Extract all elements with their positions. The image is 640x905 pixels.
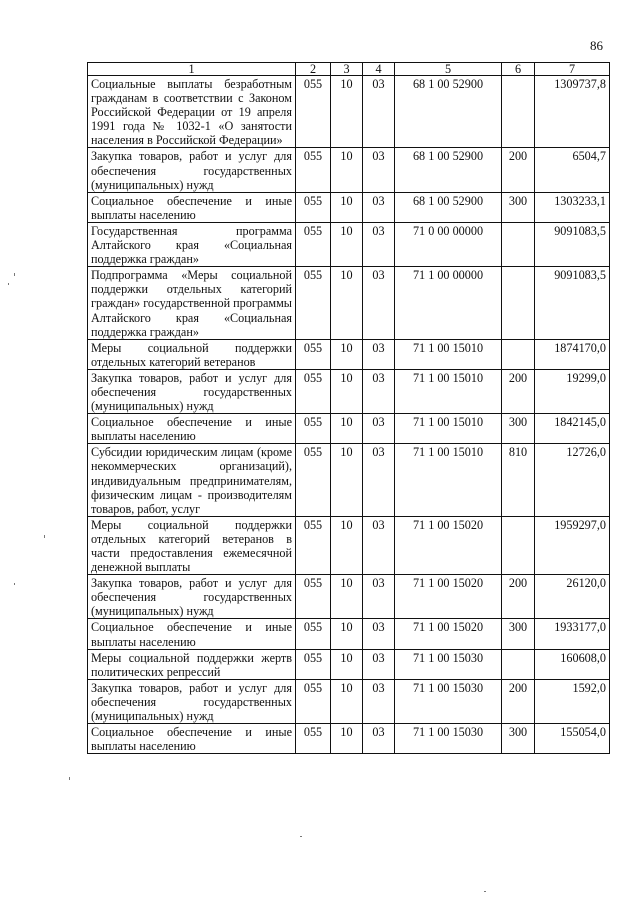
row-name-cell: Социальное обеспечение и иные выплаты населению: [88, 414, 296, 444]
expense-type-cell: [502, 222, 535, 266]
expense-type-cell: [502, 339, 535, 369]
column-header: 1: [88, 63, 296, 76]
row-name-cell: Закупка товаров, работ и услуг для обеспечения государственных (муниципальных) нужд: [88, 575, 296, 619]
amount-cell: 1933177,0: [535, 619, 610, 649]
admin-code-cell: 055: [296, 414, 331, 444]
expense-type-cell: 200: [502, 369, 535, 413]
table-row: [88, 619, 610, 649]
target-article-cell: 71 0 00 00000: [395, 222, 502, 266]
table-header-row: [88, 63, 610, 76]
subsection-cell: 03: [363, 222, 395, 266]
amount-cell: 12726,0: [535, 444, 610, 516]
section-cell: 10: [331, 76, 363, 148]
expense-type-cell: 200: [502, 679, 535, 723]
subsection-cell: 03: [363, 724, 395, 754]
subsection-cell: 03: [363, 516, 395, 574]
admin-code-cell: 055: [296, 516, 331, 574]
admin-code-cell: 055: [296, 76, 331, 148]
admin-code-cell: 055: [296, 369, 331, 413]
row-name-cell: Субсидии юридическим лицам (кроме некоммерческих организаций), индивидуальным предпринимателям, физическим лицам - производителям товаров, работ, услуг: [88, 444, 296, 516]
section-cell: 10: [331, 192, 363, 222]
table-row: [88, 724, 610, 754]
subsection-cell: 03: [363, 575, 395, 619]
table-row: [88, 679, 610, 723]
table-row: [88, 369, 610, 413]
scan-mark: [484, 891, 486, 892]
section-cell: 10: [331, 619, 363, 649]
section-cell: 10: [331, 724, 363, 754]
target-article-cell: 71 1 00 15030: [395, 649, 502, 679]
expense-type-cell: 300: [502, 414, 535, 444]
scan-mark: [8, 283, 9, 285]
amount-cell: 1309737,8: [535, 76, 610, 148]
section-cell: 10: [331, 649, 363, 679]
target-article-cell: 71 1 00 00000: [395, 267, 502, 339]
section-cell: 10: [331, 516, 363, 574]
amount-cell: 9091083,5: [535, 222, 610, 266]
column-header: 4: [363, 63, 395, 76]
row-name-cell: Меры социальной поддержки отдельных категорий ветеранов: [88, 339, 296, 369]
row-name-cell: Социальные выплаты безработным гражданам в соответствии с Законом Российской Федерации от 19 апреля 1991 года № 1032-1 «О занятости населения в Российской Федерации»: [88, 76, 296, 148]
expense-type-cell: 810: [502, 444, 535, 516]
subsection-cell: 03: [363, 148, 395, 192]
target-article-cell: 68 1 00 52900: [395, 148, 502, 192]
subsection-cell: 03: [363, 679, 395, 723]
amount-cell: 6504,7: [535, 148, 610, 192]
amount-cell: 26120,0: [535, 575, 610, 619]
amount-cell: 19299,0: [535, 369, 610, 413]
table-row: [88, 267, 610, 339]
section-cell: 10: [331, 414, 363, 444]
section-cell: 10: [331, 267, 363, 339]
table-row: [88, 444, 610, 516]
row-name-cell: Государственная программа Алтайского края «Социальная поддержка граждан»: [88, 222, 296, 266]
row-name-cell: Подпрограмма «Меры социальной поддержки отдельных категорий граждан» государственной программы Алтайского края «Социальная поддержка граждан»: [88, 267, 296, 339]
admin-code-cell: 055: [296, 267, 331, 339]
column-header: 5: [395, 63, 502, 76]
row-name-cell: Социальное обеспечение и иные выплаты населению: [88, 619, 296, 649]
admin-code-cell: 055: [296, 575, 331, 619]
admin-code-cell: 055: [296, 222, 331, 266]
admin-code-cell: 055: [296, 192, 331, 222]
amount-cell: 1592,0: [535, 679, 610, 723]
admin-code-cell: 055: [296, 679, 331, 723]
column-header: 6: [502, 63, 535, 76]
target-article-cell: 71 1 00 15030: [395, 679, 502, 723]
subsection-cell: 03: [363, 267, 395, 339]
expense-type-cell: 200: [502, 575, 535, 619]
table-row: [88, 414, 610, 444]
amount-cell: 160608,0: [535, 649, 610, 679]
expense-type-cell: [502, 516, 535, 574]
row-name-cell: Социальное обеспечение и иные выплаты населению: [88, 192, 296, 222]
subsection-cell: 03: [363, 444, 395, 516]
table-row: [88, 649, 610, 679]
admin-code-cell: 055: [296, 649, 331, 679]
subsection-cell: 03: [363, 76, 395, 148]
target-article-cell: 71 1 00 15010: [395, 369, 502, 413]
table-row: [88, 76, 610, 148]
expense-type-cell: 300: [502, 192, 535, 222]
section-cell: 10: [331, 148, 363, 192]
target-article-cell: 68 1 00 52900: [395, 76, 502, 148]
target-article-cell: 71 1 00 15010: [395, 444, 502, 516]
section-cell: 10: [331, 339, 363, 369]
expense-type-cell: 200: [502, 148, 535, 192]
admin-code-cell: 055: [296, 724, 331, 754]
target-article-cell: 71 1 00 15010: [395, 414, 502, 444]
table-row: [88, 192, 610, 222]
row-name-cell: Закупка товаров, работ и услуг для обеспечения государственных (муниципальных) нужд: [88, 369, 296, 413]
admin-code-cell: 055: [296, 339, 331, 369]
amount-cell: 1303233,1: [535, 192, 610, 222]
row-name-cell: Меры социальной поддержки жертв политических репрессий: [88, 649, 296, 679]
subsection-cell: 03: [363, 369, 395, 413]
target-article-cell: 71 1 00 15020: [395, 619, 502, 649]
expense-type-cell: [502, 267, 535, 339]
section-cell: 10: [331, 679, 363, 723]
page-number: 86: [590, 38, 603, 53]
subsection-cell: 03: [363, 619, 395, 649]
target-article-cell: 68 1 00 52900: [395, 192, 502, 222]
admin-code-cell: 055: [296, 619, 331, 649]
subsection-cell: 03: [363, 192, 395, 222]
scan-mark: [14, 583, 15, 585]
expense-type-cell: 300: [502, 724, 535, 754]
amount-cell: 1842145,0: [535, 414, 610, 444]
column-header: 2: [296, 63, 331, 76]
subsection-cell: 03: [363, 414, 395, 444]
row-name-cell: Закупка товаров, работ и услуг для обеспечения государственных (муниципальных) нужд: [88, 148, 296, 192]
expense-type-cell: [502, 76, 535, 148]
row-name-cell: Закупка товаров, работ и услуг для обеспечения государственных (муниципальных) нужд: [88, 679, 296, 723]
expense-type-cell: 300: [502, 619, 535, 649]
row-name-cell: Социальное обеспечение и иные выплаты населению: [88, 724, 296, 754]
table-row: [88, 516, 610, 574]
table-row: [88, 148, 610, 192]
subsection-cell: 03: [363, 649, 395, 679]
section-cell: 10: [331, 575, 363, 619]
subsection-cell: 03: [363, 339, 395, 369]
scan-mark: [69, 777, 70, 780]
scan-mark: [300, 836, 302, 837]
admin-code-cell: 055: [296, 444, 331, 516]
amount-cell: 9091083,5: [535, 267, 610, 339]
budget-table: [87, 62, 610, 754]
expense-type-cell: [502, 649, 535, 679]
scan-mark: [44, 535, 45, 538]
target-article-cell: 71 1 00 15030: [395, 724, 502, 754]
table-row: [88, 575, 610, 619]
column-header: 7: [535, 63, 610, 76]
section-cell: 10: [331, 369, 363, 413]
section-cell: 10: [331, 444, 363, 516]
amount-cell: 155054,0: [535, 724, 610, 754]
scan-mark: [14, 273, 15, 276]
row-name-cell: Меры социальной поддержки отдельных категорий ветеранов в части предоставления ежемесячной денежной выплаты: [88, 516, 296, 574]
table-row: [88, 339, 610, 369]
admin-code-cell: 055: [296, 148, 331, 192]
table-row: [88, 222, 610, 266]
amount-cell: 1959297,0: [535, 516, 610, 574]
section-cell: 10: [331, 222, 363, 266]
column-header: 3: [331, 63, 363, 76]
target-article-cell: 71 1 00 15020: [395, 575, 502, 619]
target-article-cell: 71 1 00 15010: [395, 339, 502, 369]
target-article-cell: 71 1 00 15020: [395, 516, 502, 574]
amount-cell: 1874170,0: [535, 339, 610, 369]
